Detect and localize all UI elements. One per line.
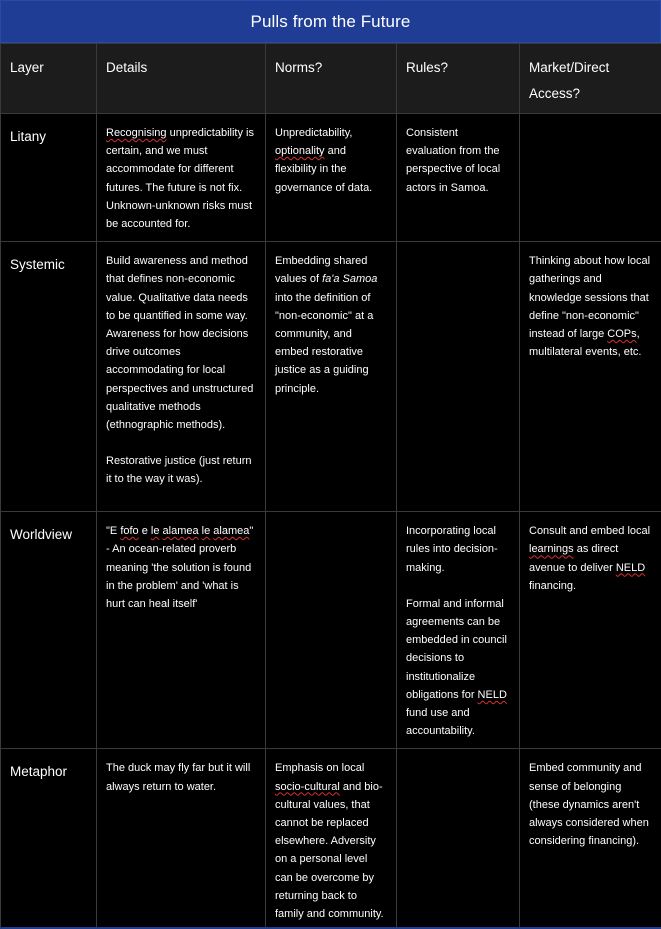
cell-text: Emphasis on local (275, 762, 365, 775)
details-cell[interactable] (97, 242, 266, 512)
spellcheck-word: alamea (213, 525, 250, 538)
cell-text: into the definition of "non-economic" at a community, and embed restorative justice as a guiding principle. (275, 291, 374, 395)
spellcheck-word: le (150, 525, 160, 538)
header-row (1, 44, 661, 114)
table-row-systemic (1, 242, 661, 512)
page-title: Pulls from the Future (250, 11, 411, 31)
title-banner (0, 0, 661, 43)
header-market: Market/Direct Access? (520, 44, 661, 114)
spellcheck-word: socio-cultural (275, 780, 340, 793)
layer-cell: Litany (1, 114, 97, 242)
cell-text: unpredictability is certain, and we must accommodate for different futures. The future is not fix. Unknown-unknown risks must be accounted for. (106, 127, 254, 231)
norms-cell[interactable] (266, 749, 397, 929)
layer-cell: Worldview (1, 512, 97, 749)
market-cell[interactable] (520, 512, 661, 749)
cell-paragraph: Incorporating local rules into decision-making. (406, 525, 498, 574)
details-cell[interactable] (97, 114, 266, 242)
futures-table (0, 43, 661, 929)
header-layer: Layer (1, 44, 97, 114)
spellcheck-word: le (201, 525, 211, 538)
cell-text: Unpredictability, (275, 127, 353, 139)
market-cell[interactable] (520, 114, 661, 242)
market-cell[interactable]: Embed community and sense of belonging (these dynamics aren't always considered when considering financing). (520, 749, 661, 929)
norms-cell[interactable] (266, 512, 397, 749)
market-cell[interactable] (520, 242, 661, 512)
cell-paragraph (406, 595, 510, 741)
norms-cell[interactable] (266, 114, 397, 242)
spellcheck-word: NELD (615, 561, 646, 574)
rules-cell[interactable] (397, 512, 520, 749)
spellcheck-word: fofo (120, 525, 139, 538)
spellcheck-word: optionality (275, 145, 325, 158)
spellcheck-word: COPs (607, 328, 637, 341)
layer-cell: Metaphor (1, 749, 97, 929)
cell-text: Thinking about how local gatherings and knowledge sessions that define "non-economic" instead of large (529, 255, 651, 341)
cell-text: as direct avenue to deliver (529, 543, 619, 574)
layer-cell: Systemic (1, 242, 97, 512)
rules-cell[interactable] (397, 749, 520, 929)
norms-cell[interactable] (266, 242, 397, 512)
cell-text: e (138, 525, 151, 538)
rules-cell[interactable] (397, 242, 520, 512)
details-cell[interactable] (97, 512, 266, 749)
cell-text: and flexibility in the governance of data. (275, 145, 373, 194)
rules-cell[interactable]: Consistent evaluation from the perspective of local actors in Samoa. (397, 114, 520, 242)
table-row-metaphor (1, 749, 661, 929)
header-norms: Norms? (266, 44, 397, 114)
cell-text: financing. (529, 579, 577, 592)
cell-text: and bio-cultural values, that cannot be replaced elsewhere. Adversity on a personal level can be overcome by returning back to family and community. (275, 780, 384, 921)
header-details: Details (97, 44, 266, 114)
spellcheck-word: Recognising (106, 127, 167, 139)
header-rules: Rules? (397, 44, 520, 114)
details-cell[interactable]: The duck may fly far but it will always return to water. (97, 749, 266, 929)
cell-text: "E (106, 525, 121, 538)
cell-text: fund use and accountability. (406, 707, 475, 738)
italic-term: fa'a Samoa (322, 273, 378, 286)
cell-paragraph: Restorative justice (just return it to the way it was). (106, 455, 252, 486)
spellcheck-word: NELD (477, 688, 507, 701)
cell-text: Embedding shared values of (275, 255, 368, 286)
cell-paragraph: Build awareness and method that defines non-economic value. Qualitative data needs to be quantified in some way. Awareness for how decisions drive outcomes accommodating for local perspectives and unstructured qualitative methods (ethnographic methods). (106, 255, 254, 432)
cell-text: " - An ocean-related proverb meaning 'the solution is found in the problem' and 'what is hurt can heal itself' (106, 525, 254, 611)
cell-text: Consult and embed local (529, 525, 651, 538)
table-row-litany (1, 114, 661, 242)
table-row-worldview (1, 512, 661, 749)
spellcheck-word: alamea (162, 525, 199, 538)
spellcheck-word: learnings (529, 543, 574, 556)
cell-text: , multilateral events, etc. (529, 328, 642, 359)
cell-text: Formal and informal agreements can be embedded in council decisions to institutionalize obligations for (406, 597, 507, 701)
